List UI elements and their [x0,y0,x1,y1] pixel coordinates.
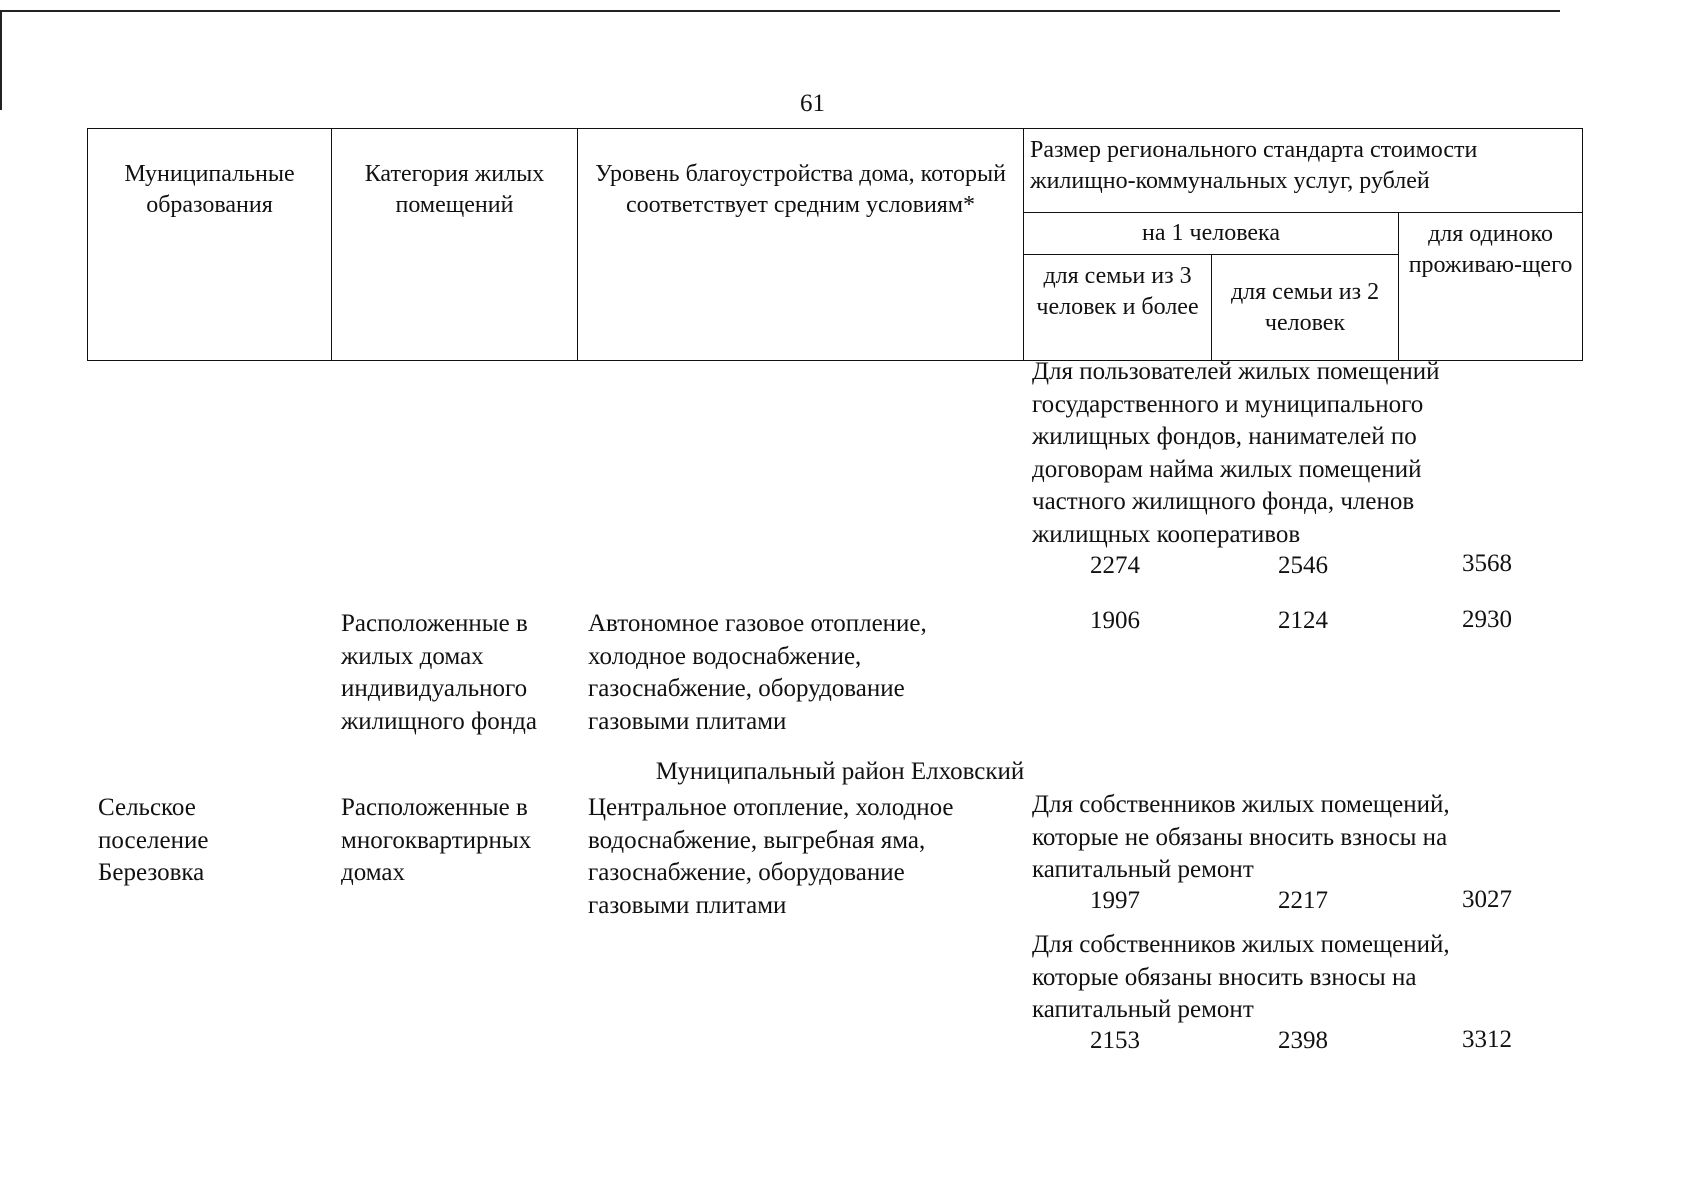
owners-liable-value-single: 3312 [1462,1026,1512,1053]
page-number: 61 [800,90,825,117]
header-category: Категория жилых помещений [332,129,578,361]
scan-border-left [0,10,2,110]
individual-category: Расположенные в жилых домах индивидуального жилищного фонда [341,610,537,735]
owners-liable-note: Для собственников жилых помещений, которые обязаны вносить взносы на капитальный ремонт [1032,931,1450,1023]
header-level: Уровень благоустройства дома, который соответствует средним условиям* [578,129,1024,361]
table-header [87,128,1583,361]
header-municipal: Муниципальные образования [88,129,332,361]
owners-exempt-value-single: 3027 [1462,886,1512,913]
header-per-person: на 1 человека [1024,213,1399,255]
owners-exempt-value-family2: 2217 [1278,887,1328,914]
header-family2: для семьи из 2 человек [1212,255,1399,361]
header-family3: для семьи из 3 человек и более [1024,255,1212,361]
district-title: Муниципальный район Елховский [655,758,1025,785]
municipality-name: Сельское поселение Березовка [98,794,209,886]
users-note: Для пользователей жилых помещений государственного и муниципального жилищных фондов, нанимателей по договорам найма жилых помещений частного жилищного фонда, членов жилищных кооперативов [1032,358,1440,548]
individual-value-family3: 1906 [1090,607,1140,634]
header-size: Размер регионального стандарта стоимости жилищно-коммунальных услуг, рублей [1024,129,1583,213]
owners-liable-value-family2: 2398 [1278,1027,1328,1054]
apartment-category: Расположенные в многоквартирных домах [341,794,532,886]
header-single: для одиноко проживаю-щего [1399,213,1583,361]
individual-value-family2: 2124 [1278,607,1328,634]
individual-level: Автономное газовое отопление, холодное водоснабжение, газоснабжение, оборудование газовыми плитами [588,610,927,735]
owners-exempt-note: Для собственников жилых помещений, которые не обязаны вносить взносы на капитальный ремонт [1032,791,1450,883]
users-value-single: 3568 [1462,550,1512,577]
users-value-family2: 2546 [1278,552,1328,579]
owners-exempt-value-family3: 1997 [1090,887,1140,914]
users-value-family3: 2274 [1090,552,1140,579]
individual-value-single: 2930 [1462,606,1512,633]
apartment-level: Центральное отопление, холодное водоснабжение, выгребная яма, газоснабжение, оборудование газовыми плитами [588,794,954,919]
scan-border-top [0,10,1560,12]
owners-liable-value-family3: 2153 [1090,1027,1140,1054]
